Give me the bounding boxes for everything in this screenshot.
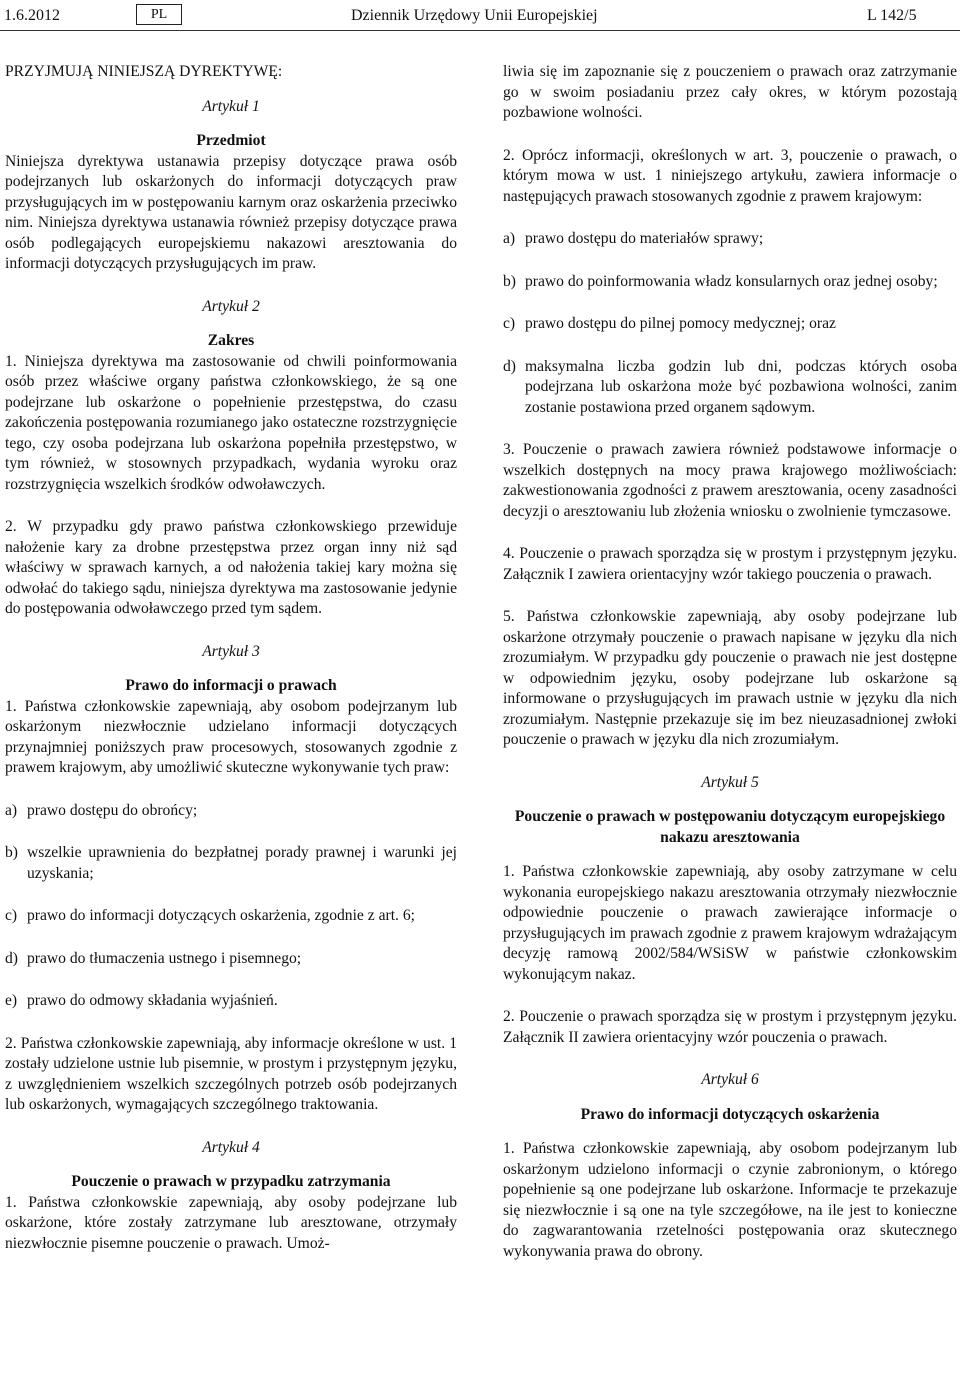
right-column [503,62,957,1262]
left-column [5,62,457,1254]
article-2-label: Artykuł 2 [202,297,260,315]
article-1-label: Artykuł 1 [202,97,260,115]
article-2-paragraph-1: 1. Niniejsza dyrektywa ma zastosowanie od chwili poinformowania osób przez właściwe organy państwa członkowskiego, że są one podejrzane lub oskarżone o popełnienie przestępstwa, do czasu zakończenia postępowania rozumianego jako ostateczne rozstrzygnięcie tego, czy osoba podejrzana lub oskarżona popełniła przestępstwo, w tym również, w stosownych przypadkach, wydania wyroku oraz rozstrzygnięcia wszelkich środków odwoławczych. [5,352,457,493]
article-6-title: Prawo do informacji dotyczących oskarżenia [580,1105,880,1123]
article-6-paragraph-1: 1. Państwa członkowskie zapewniają, aby osobom podejrzanym lub oskarżonym udzielono informacji o czynie zabronionym, o którego popełnienie są one podejrzane lub oskarżone. Informacje te przekazuje się niezwłocznie i są one na tyle szczegółowe, na ile jest to konieczne do zagwarantowania rzetelności postępowania oraz skutecznego wykonywania prawa do obrony. [503,1140,957,1260]
list-item: a) prawo dostępu do materiałów sprawy; [503,230,764,247]
list-item: c) prawo dostępu do pilnej pomocy medycznej; oraz [503,315,836,332]
article-1-title: Przedmiot [196,132,266,149]
article-4-paragraph-1: 1. Państwa członkowskie zapewniają, aby osoby podejrzane lub oskarżone, które zostały zatrzymane lub aresztowane, otrzymały niezwłocznie pisemne pouczenie o prawach. Umoż- [5,1193,457,1252]
article-4-paragraph-5: 5. Państwa członkowskie zapewniają, aby osoby podejrzane lub oskarżone otrzymały pouczenie o prawach napisane w języku dla nich zrozumiałym. W przypadku gdy pouczenie o prawach nie jest dostępne w odpowiednim języku, osoby podejrzane lub oskarżone są informowane o przysługujących im prawach ustnie w języku dla nich zrozumiałym. Następnie przekazuje się im bez nieuzasadnionej zwłoki pouczenie o prawach w języku dla nich zrozumiałym. [503,608,957,748]
list-item: d) prawo do tłumaczenia ustnego i pisemnego; [5,949,302,967]
list-item: a) prawo dostępu do obrońcy; [5,801,198,819]
publication-date: 1.6.2012 [4,7,60,24]
article-4-paragraph-1-continued: liwia się im zapoznanie się z pouczeniem o prawach oraz zatrzymanie go w swoim posiadaniu przez cały okres, w którym pozostają pozbawione wolności. [503,63,957,121]
list-item: c) prawo do informacji dotyczących oskarżenia, zgodnie z art. 6; [5,907,415,924]
article-5-title: Pouczenie o prawach w postępowaniu dotyczącym europejskiego nakazu aresztowania [514,808,946,846]
article-3-paragraph-1: 1. Państwa członkowskie zapewniają, aby osobom podejrzanym lub oskarżonym niezwłocznie udzielano informacji dotyczących przynajmniej poniższych praw procesowych, stosowanych zgodnie z prawem krajowym, aby umożliwić skuteczne wykonywanie tych praw: [5,697,457,776]
article-5-label: Artykuł 5 [701,773,759,791]
article-4-paragraph-4: 4. Pouczenie o prawach sporządza się w prostym i przystępnym języku. Załącznik I zawiera orientacyjny wzór takiego pouczenia o prawach. [503,545,957,583]
article-1-paragraph: Niniejsza dyrektywa ustanawia przepisy dotyczące prawa osób podejrzanych lub oskarżonych do informacji dotyczących praw przysługujących im w postępowaniu karnym oraz oskarżenia przeciwko nim. Niniejsza dyrektywa ustanawia również przepisy dotyczące prawa osób podlegających europejskiemu nakazowi aresztowania do informacji dotyczących przysługujących im praw. [5,152,457,272]
article-6-label: Artykuł 6 [701,1071,759,1088]
journal-title: Dziennik Urzędowy Unii Europejskiej [351,7,598,24]
page-header [0,4,960,28]
page-reference: L 142/5 [867,7,917,24]
list-item: b) wszelkie uprawnienia do bezpłatnej porady prawnej i warunki jej uzyskania; [5,844,457,882]
language-code-box: PL [136,4,182,25]
article-5-paragraph-1: 1. Państwa członkowskie zapewniają, aby osoby zatrzymane w celu wykonania europejskiego nakazu aresztowania otrzymały niezwłocznie odpowiednie pouczenie o prawach zawierające informacje o przysługujących im prawach zgodnie z prawem krajowym wdrażającym decyzję ramową 2002/584/WSiSW w państwie członkowskim wykonującym nakaz. [503,863,957,983]
article-3-title: Prawo do informacji o prawach [125,677,337,694]
article-4-label: Artykuł 4 [202,1138,260,1156]
article-5-paragraph-2: 2. Pouczenie o prawach sporządza się w prostym i przystępnym języku. Załącznik II zawiera orientacyjny wzór pouczenia o prawach. [503,1008,957,1046]
article-3-label: Artykuł 3 [202,642,260,660]
article-3-paragraph-2: 2. Państwa członkowskie zapewniają, aby informacje określone w ust. 1 zostały udzielone ustnie lub pisemnie, w prostym i przystępnym języku, z uwzględnieniem wszelkich szczególnych potrzeb osób podejrzanych lub oskarżonych, wymagających szczególnego traktowania. [5,1034,457,1113]
enacting-formula: PRZYJMUJĄ NINIEJSZĄ DYREKTYWĘ: [5,63,283,80]
article-2-paragraph-2: 2. W przypadku gdy prawo państwa członkowskiego przewiduje nałożenie kary za drobne przestępstwa przez organ inny niż sąd właściwy w sprawach karnych, a od nałożenia takiej kary można się odwołać do takiego sądu, niniejsza dyrektywa ma zastosowanie jedynie do postępowania odwoławczego przed tym sądem. [5,518,457,617]
article-4-paragraph-3: 3. Pouczenie o prawach zawiera również podstawowe informacje o wszelkich dostępnych na mocy prawa krajowego możliwościach: zakwestionowania zgodności z prawem aresztowania, oceny zasadności decyzji o aresztowaniu lub złożenia wniosku o zwolnienie tymczasowe. [503,441,957,520]
list-item: e) prawo do odmowy składania wyjaśnień. [5,992,278,1009]
header-divider [0,30,960,31]
list-item: b) prawo do poinformowania władz konsularnych oraz jednej osoby; [503,272,938,290]
article-4-paragraph-2: 2. Oprócz informacji, określonych w art. 3, pouczenie o prawach, o którym mowa w ust. 1 niniejszego artykułu, zawiera informacje o następujących prawach stosowanych zgodnie z prawem krajowym: [503,146,957,205]
article-2-title: Zakres [207,332,255,349]
list-item: d) maksymalna liczba godzin lub dni, podczas których osoba podejrzana lub oskarżona może być pozbawiona wolności, zanim zostanie postawiona przed organem sądowym. [503,357,957,416]
article-4-title: Pouczenie o prawach w przypadku zatrzymania [71,1173,391,1190]
